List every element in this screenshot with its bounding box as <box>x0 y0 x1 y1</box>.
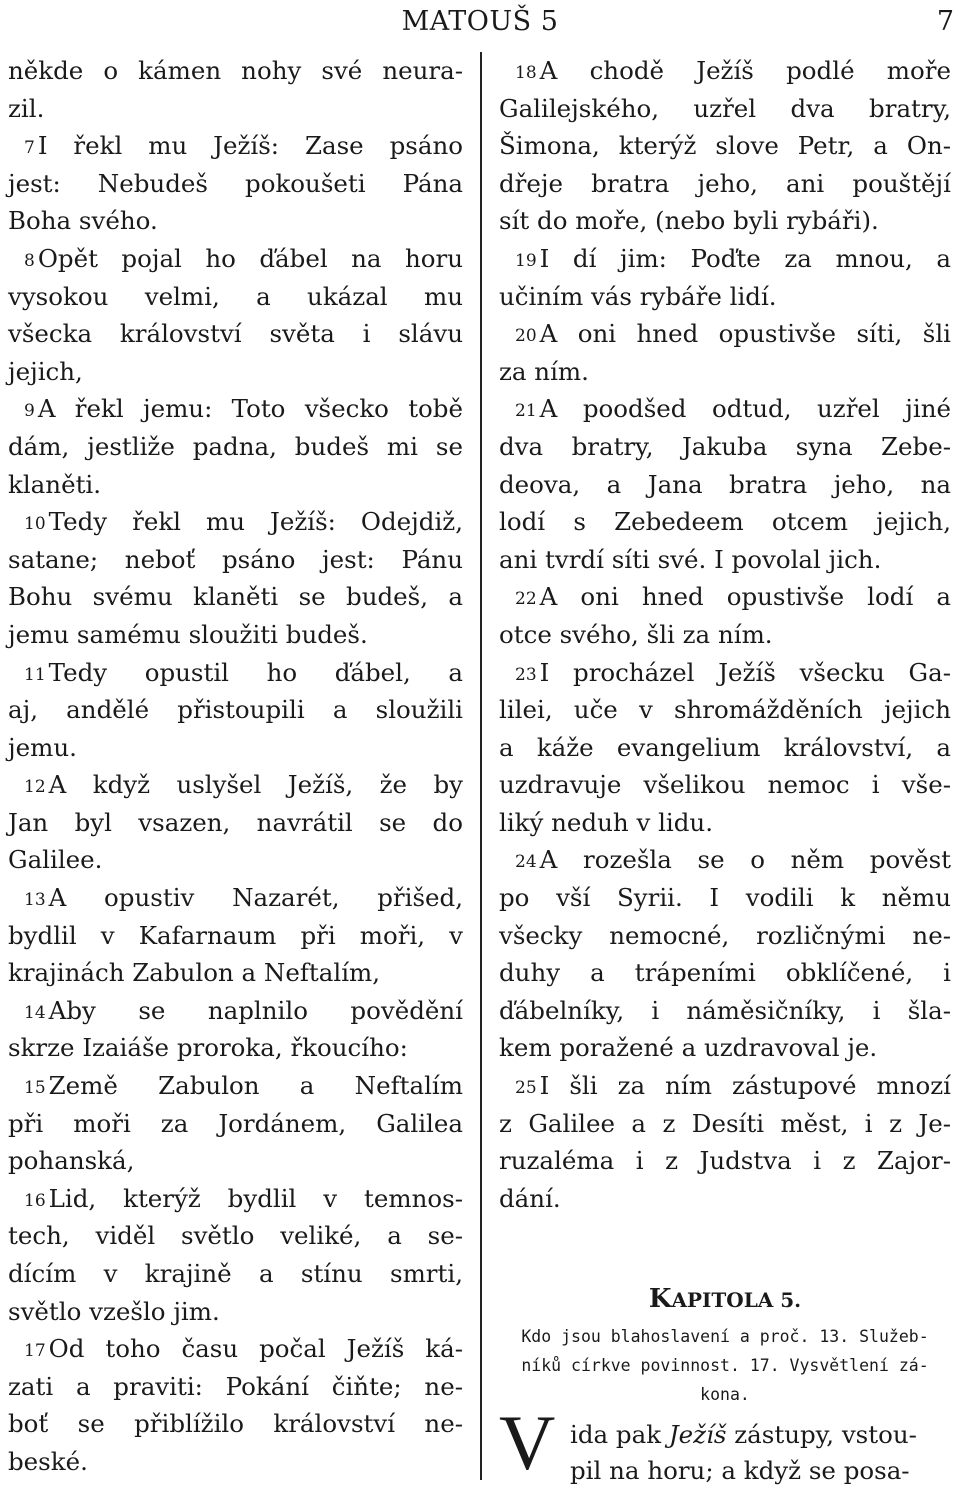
verse-text: beské. <box>8 1446 88 1476</box>
verse-line <box>8 1368 463 1406</box>
verse-text: Tedy opustil ho ďábel, a <box>48 657 463 687</box>
verse-line <box>8 278 463 316</box>
verse-line <box>8 202 463 240</box>
verse-text: A když uslyšel Ježíš, že by <box>48 770 463 800</box>
verse-text: tech, viděl světlo veliké, a se- <box>8 1221 463 1251</box>
verse-text: boť se přiblížilo království ne- <box>8 1409 463 1439</box>
verse-text: duhy a trápeními obklíčené, i <box>499 958 951 988</box>
verse-number: 24 <box>515 852 537 873</box>
verse-text: zati a praviti: Pokání čiňte; ne- <box>8 1371 463 1401</box>
verse-number: 14 <box>24 1002 46 1023</box>
verse-line <box>8 240 463 278</box>
verse-line <box>8 1029 463 1067</box>
chapter-summary <box>499 1322 951 1409</box>
verse-text: dřeje bratra jeho, ani pouštějí <box>499 168 951 198</box>
verse-number: 20 <box>515 326 537 347</box>
verse-line <box>499 165 951 203</box>
verse-number: 12 <box>24 777 46 798</box>
verse-text: A oni hned opustivše lodí a <box>539 582 951 612</box>
verse-line <box>499 654 951 692</box>
verse-text: Bohu svému klaněti se budeš, a <box>8 582 463 612</box>
verse-line <box>499 616 951 654</box>
verse-line <box>8 466 463 504</box>
verse-text: jemu. <box>8 732 77 762</box>
verse-text: ruzaléma i z Judstva i z Zajor- <box>499 1146 951 1176</box>
verse-line <box>499 992 951 1030</box>
verse-line <box>8 917 463 955</box>
verse-line <box>8 804 463 842</box>
verse-text: za ním. <box>499 356 589 386</box>
verse-line <box>499 90 951 128</box>
verse-text: I řekl mu Ježíš: Zase psáno <box>37 131 463 161</box>
verse-text: učiním vás rybáře lidí. <box>499 281 777 311</box>
page-header <box>0 4 960 44</box>
verse-text: Galilejského, uzřel dva bratry, <box>499 93 951 123</box>
verse-text: kem poražené a uzdravoval je. <box>499 1033 878 1063</box>
left-column <box>8 52 463 1481</box>
verse-text: Země Zabulon a Neftalím <box>48 1071 463 1101</box>
verse-text: Jan byl vsazen, navrátil se do <box>8 807 463 837</box>
verse-text: světlo vzešlo jim. <box>8 1296 220 1326</box>
verse-text: a káže evangelium království, a <box>499 732 951 762</box>
verse-line <box>499 390 951 428</box>
verse-line <box>499 1142 951 1180</box>
verse-line <box>499 278 951 316</box>
verse-line <box>8 616 463 654</box>
verse-line <box>8 691 463 729</box>
verse-number: 16 <box>24 1190 46 1211</box>
chapter-heading-initial: K <box>648 1284 672 1314</box>
verse-text: Od toho času počal Ježíš ká- <box>48 1334 463 1364</box>
verse-line <box>8 90 463 128</box>
verse-text: A oni hned opustivše síti, šli <box>539 319 951 349</box>
verse-line <box>499 804 951 842</box>
running-title: MATOUŠ 5 <box>401 6 559 37</box>
verse-line <box>499 428 951 466</box>
verse-number: 22 <box>515 589 537 610</box>
verse-line <box>8 1405 463 1443</box>
verse-line <box>8 503 463 541</box>
verse-text: I procházel Ježíš všecku Ga- <box>539 657 951 687</box>
verse-text: bydlil v Kafarnaum při moři, v <box>8 920 463 950</box>
verse-text: dám, jestliže padna, budeš mi se <box>8 431 463 461</box>
verse-text: Šimona, kterýž slove Petr, a On- <box>499 131 951 161</box>
verse-line <box>499 315 951 353</box>
verse-number: 15 <box>24 1078 46 1099</box>
verse-text: deova, a Jana bratra jeho, na <box>499 469 951 499</box>
verse-text: jemu samému sloužiti budeš. <box>8 619 368 649</box>
verse-line <box>499 578 951 616</box>
verse-line <box>499 879 951 917</box>
verse-line <box>8 1217 463 1255</box>
verse-number: 7 <box>24 138 35 159</box>
verse-line <box>8 1067 463 1105</box>
verse-text: jest: Nebudeš pokoušeti Pána <box>8 168 463 198</box>
verse-line <box>8 390 463 428</box>
verse-number: 19 <box>515 250 537 271</box>
verse-line <box>499 841 951 879</box>
verse-text: satane; neboť psáno jest: Pánu <box>8 544 463 574</box>
right-column <box>499 52 951 1217</box>
verse-line <box>8 841 463 879</box>
verse-line <box>499 954 951 992</box>
verse-text: pohanská, <box>8 1146 135 1176</box>
verse-text: ďábelníky, i náměsičníky, i šla- <box>499 995 951 1025</box>
verse-text: aj, andělé přistoupili a sloužili <box>8 695 463 725</box>
summary-line: níků církve povinnost. 17. Vysvětlení zá- <box>521 1356 929 1375</box>
verse-text: Boha svého. <box>8 206 158 236</box>
chapter-heading <box>499 1284 951 1314</box>
opening-text: zástupy, vstou- <box>726 1420 917 1449</box>
verse-line <box>8 578 463 616</box>
verse-line <box>499 503 951 541</box>
verse-line <box>8 1105 463 1143</box>
opening-line: pil na horu; a když se posa- <box>570 1456 910 1485</box>
verse-text: z Galilee a z Desíti měst, i z Je- <box>499 1108 951 1138</box>
verse-text: jejich, <box>8 356 83 386</box>
verse-text: otce svého, šli za ním. <box>499 619 773 649</box>
opening-line <box>570 1417 960 1453</box>
verse-text: někde o kámen nohy své neura- <box>8 56 463 85</box>
verse-text: I šli za ním zástupové mnozí <box>539 1071 951 1101</box>
verse-text: Opět pojal ho ďábel na horu <box>37 243 463 273</box>
verse-line <box>8 1330 463 1368</box>
verse-text: Galilee. <box>8 845 103 875</box>
page-number: 7 <box>936 6 954 37</box>
verse-number: 9 <box>24 401 35 422</box>
verse-text: A chodě Ježíš podlé moře <box>539 56 951 85</box>
verse-text: A poodšed odtud, uzřel jiné <box>539 394 951 424</box>
verse-number: 8 <box>24 250 35 271</box>
verse-text: klaněti. <box>8 469 102 499</box>
verse-line <box>8 1293 463 1331</box>
verse-line <box>8 1255 463 1293</box>
summary-line: Kdo jsou blahoslavení a proč. 13. Služeb- <box>521 1327 929 1346</box>
verse-line <box>8 1443 463 1481</box>
verse-text: dva bratry, Jakuba syna Zebe- <box>499 431 951 461</box>
verse-line <box>499 202 951 240</box>
verse-line <box>499 766 951 804</box>
verse-text: dání. <box>499 1183 561 1213</box>
verse-line <box>8 1142 463 1180</box>
chapter-opening <box>570 1417 960 1489</box>
verse-line <box>8 879 463 917</box>
verse-line <box>499 729 951 767</box>
verse-line <box>8 428 463 466</box>
opening-text: ida pak <box>570 1420 669 1449</box>
verse-line <box>8 766 463 804</box>
verse-text: A řekl jemu: Toto všecko tobě <box>37 394 463 424</box>
verse-line <box>8 654 463 692</box>
verse-text: všecka království světa i slávu <box>8 319 463 349</box>
verse-text: po vší Syrii. I vodili k němu <box>499 883 951 913</box>
verse-text: vysokou velmi, a ukázal mu <box>8 281 463 311</box>
verse-text: uzdravuje všelikou nemoc i vše- <box>499 770 951 800</box>
verse-line <box>8 353 463 391</box>
verse-line <box>8 127 463 165</box>
verse-text: lodí s Zebedeem otcem jejich, <box>499 507 951 537</box>
verse-line <box>499 541 951 579</box>
verse-text: sít do moře, (nebo byli rybáři). <box>499 206 879 236</box>
verse-text: skrze Izaiáše proroka, řkoucího: <box>8 1033 408 1063</box>
verse-text: lilei, uče v shromážděních jejich <box>499 695 951 725</box>
verse-line <box>499 353 951 391</box>
verse-line <box>499 52 951 90</box>
column-divider <box>480 52 482 1480</box>
verse-number: 18 <box>515 63 537 83</box>
verse-line <box>499 240 951 278</box>
verse-line <box>499 1105 951 1143</box>
verse-text: všecky nemocné, rozličnými ne- <box>499 920 951 950</box>
verse-number: 23 <box>515 664 537 685</box>
verse-number: 13 <box>24 890 46 911</box>
verse-text: Tedy řekl mu Ježíš: Odejdiž, <box>48 507 463 537</box>
verse-number: 17 <box>24 1341 46 1362</box>
verse-line <box>499 1067 951 1105</box>
verse-line <box>8 1180 463 1218</box>
opening-emphasis: Ježíš <box>668 1420 727 1449</box>
drop-cap: V <box>499 1399 556 1486</box>
verse-number: 21 <box>515 401 537 422</box>
verse-text: ani tvrdí síti své. I povolal jich. <box>499 544 882 574</box>
verse-line <box>8 165 463 203</box>
summary-line: kona. <box>700 1385 750 1404</box>
verse-line <box>499 691 951 729</box>
verse-text: I dí jim: Poďte za mnou, a <box>539 243 951 273</box>
chapter-heading-rest: APITOLA 5. <box>671 1288 802 1312</box>
verse-line <box>8 315 463 353</box>
verse-text: dícím v krajině a stínu smrti, <box>8 1259 463 1288</box>
verse-text: při moři za Jordánem, Galilea <box>8 1108 463 1138</box>
verse-text: A rozešla se o něm pověst <box>539 845 951 875</box>
verse-line <box>499 1180 951 1218</box>
verse-number: 10 <box>24 514 46 535</box>
verse-text: A opustiv Nazarét, přišed, <box>48 883 463 913</box>
verse-line <box>499 466 951 504</box>
verse-line <box>8 729 463 767</box>
verse-line <box>499 1029 951 1067</box>
verse-text: zil. <box>8 93 45 123</box>
verse-line <box>8 954 463 992</box>
verse-number: 25 <box>515 1078 537 1099</box>
verse-text: krajinách Zabulon a Neftalím, <box>8 958 381 988</box>
verse-line <box>499 127 951 165</box>
verse-line <box>499 917 951 955</box>
verse-line <box>8 52 463 90</box>
verse-line <box>8 992 463 1030</box>
verse-number: 11 <box>24 664 46 685</box>
verse-text: liký neduh v lidu. <box>499 807 714 837</box>
verse-text: Lid, kterýž bydlil v temnos- <box>48 1183 463 1213</box>
verse-line <box>8 541 463 579</box>
verse-text: Aby se naplnilo povědění <box>48 995 463 1025</box>
